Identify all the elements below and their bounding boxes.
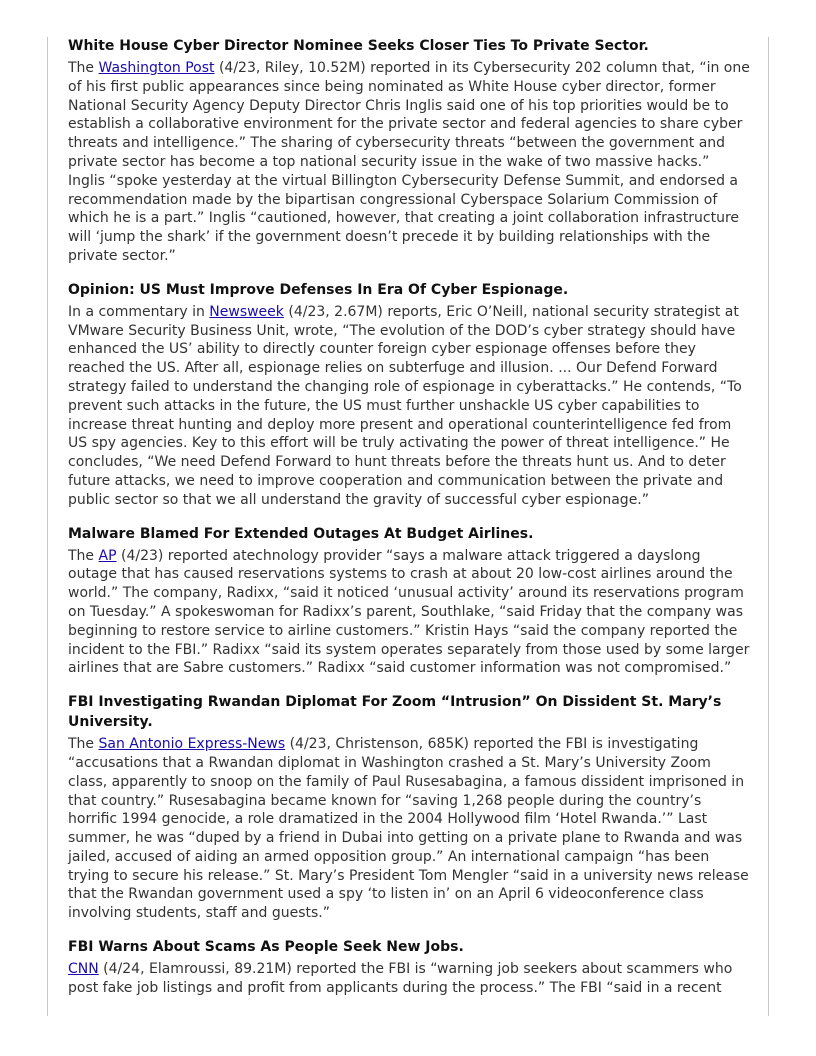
- article-headline: FBI Warns About Scams As People Seek New Jobs.: [68, 939, 464, 956]
- source-link-cnn[interactable]: CNN: [68, 961, 99, 978]
- article-body: [68, 735, 750, 923]
- source-link-washington-post[interactable]: Washington Post: [98, 60, 215, 76]
- right-margin-rule: [768, 37, 769, 1016]
- article-text: (4/23) reported atechnology provider “says a malware attack triggered a dayslong outage that has caused reservations systems to crash at about 20 low-cost airlines around the world.” The company, Radixx, “said it noticed ‘unusual activity’ around its reservations program on Tuesday.” A spokeswoman for Radixx’s parent, Southlake, “said Friday that the company was beginning to restore service to airline customers.” Kristin Hays “said the company reported the incident to the FBI.” Radixx “said its system operates separately from those used by some larger airlines that are Sabre customers.” Radixx “said customer information was not compromised.”: [68, 547, 750, 677]
- article-headline: FBI Investigating Rwandan Diplomat For Zoom “Intrusion” On Dissident St. Mary’s University.: [68, 694, 722, 731]
- article-airline-malware: [68, 524, 750, 679]
- article-headline: Malware Blamed For Extended Outages At Budget Airlines.: [68, 525, 534, 542]
- article-text: (4/23, Christenson, 685K) reported the FBI is investigating “accusations that a Rwandan diplomat in Washington crashed a St. Mary’s University Zoom class, apparently to snoop on the family of Paul Rusesabagina, a famous dissident imprisoned in that country.” Rusesabagina became known for “saving 1,268 people during the country’s horrific 1994 genocide, a role dramatized in the 2004 Hollywood film ‘Hotel Rwanda.’” Last summer, he was “duped by a friend in Dubai into getting on a private plane to Rwanda and was jailed, accused of aiding an armed opposition group.” An international campaign “has been trying to secure his release.” St. Mary’s President Tom Mengler “said in a university news release that the Rwandan government used a spy ‘to listen in’ on an April 6 videoconference class involving students, staff and guests.”: [68, 736, 749, 922]
- article-body: [68, 960, 750, 998]
- article-text: (4/23, Riley, 10.52M) reported in its Cybersecurity 202 column that, “in one of his first public appearances since being nominated as White House cyber director, former National Security Agency Deputy Director Chris Inglis said one of his top priorities would be to establish a collaborative environment for the private sector and federal agencies to share cyber threats and intelligence.” The sharing of cybersecurity threats “between the government and private sector has become a top national security issue in the wake of two massive hacks.” Inglis “spoke yesterday at the virtual Billington Cybersecurity Defense Summit, and endorsed a recommendation made by the bipartisan congressional Cyberspace Solarium Commission of which he is a part.” Inglis “cautioned, however, that creating a joint collaboration infrastructure will ‘jump the shark’ if the government doesn’t precede it by building relationships with the private sector.”: [68, 60, 750, 264]
- article-cyber-director: [68, 36, 750, 266]
- news-clips-column: [68, 36, 750, 1012]
- article-headline: White House Cyber Director Nominee Seeks Closer Ties To Private Sector.: [68, 38, 649, 54]
- left-margin-rule: [47, 37, 48, 1016]
- article-lead-in: The: [68, 60, 99, 76]
- article-body: [68, 303, 750, 510]
- article-body: [68, 59, 750, 266]
- article-headline: Opinion: US Must Improve Defenses In Era Of Cyber Espionage.: [68, 281, 569, 298]
- article-cyber-espionage: [68, 280, 750, 510]
- article-text: (4/23, 2.67M) reports, Eric O’Neill, national security strategist at VMware Security Business Unit, wrote, “The evolution of the DOD’s cyber strategy should have enhanced the US’ ability to directly counter foreign cyber espionage offenses before they reached the US. After all, espionage relies on subterfuge and illusion. ... Our Defend Forward strategy failed to understand the changing role of espionage in cyberattacks.” He contends, “To prevent such attacks in the future, the US must further unshackle US cyber capabilities to increase threat hunting and deploy more present and operational counterintelligence fed from US spy agencies. Key to this effort will be truly activating the power of threat intelligence.” He concludes, “We need Defend Forward to hunt threats before the threats hunt us. And to deter future attacks, we need to improve cooperation and communication between the private and public sector so that we all understand the gravity of successful cyber espionage.”: [68, 303, 742, 508]
- article-job-scams: [68, 937, 750, 998]
- article-text: (4/24, Elamroussi, 89.21M) reported the FBI is “warning job seekers about scammers who post fake job listings and profit from applicants during the process.” The FBI “said in a recent: [68, 961, 733, 996]
- article-lead-in: In a commentary in: [68, 303, 210, 320]
- source-link-ap[interactable]: AP: [98, 547, 117, 564]
- article-lead-in: The: [68, 736, 99, 753]
- source-link-san-antonio-express-news[interactable]: San Antonio Express-News: [98, 736, 286, 753]
- article-rwandan-diplomat: [68, 692, 750, 923]
- article-body: [68, 547, 750, 679]
- source-link-newsweek[interactable]: Newsweek: [209, 303, 284, 320]
- article-lead-in: The: [68, 547, 99, 564]
